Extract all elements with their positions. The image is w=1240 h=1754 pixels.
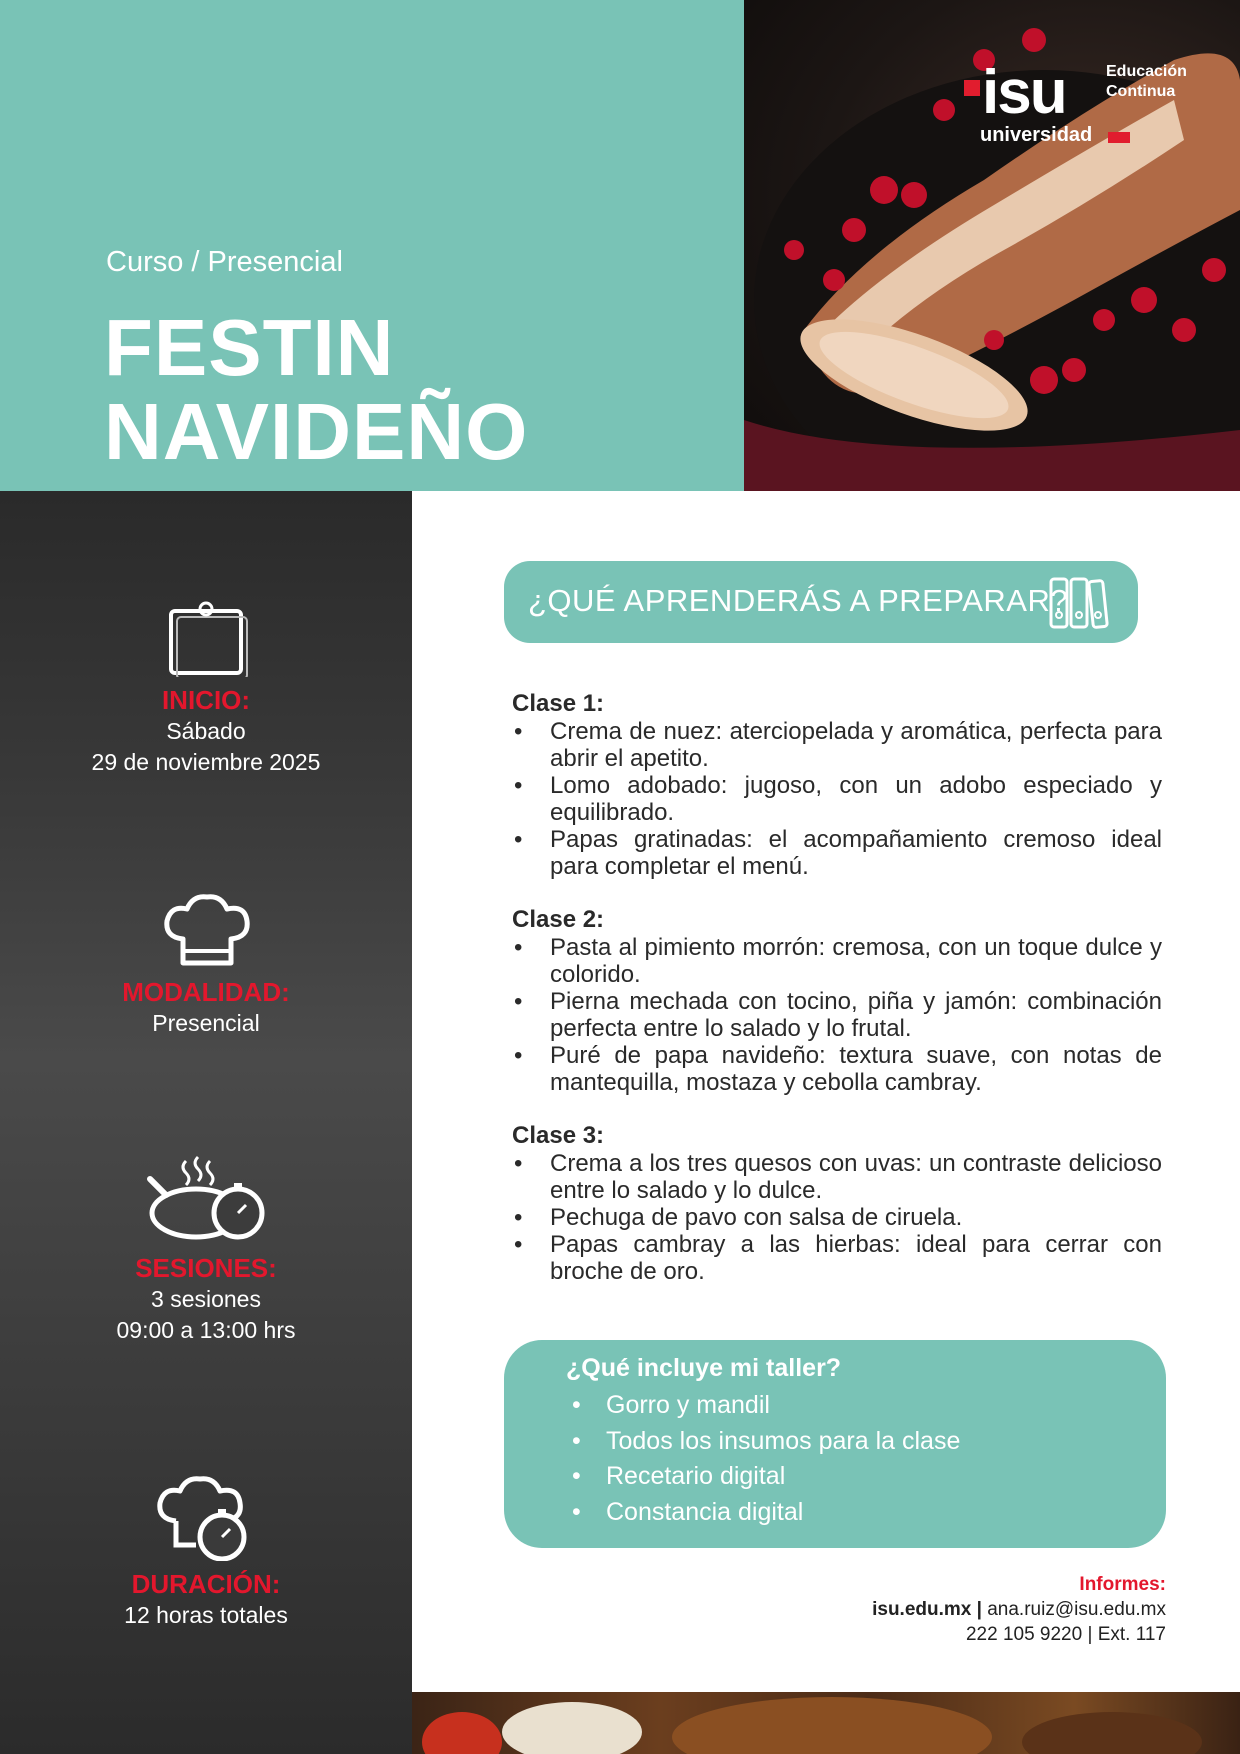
info-sessions [0, 1151, 412, 1346]
logo-accent-bar [1108, 132, 1130, 143]
list-item: • Gorro y mandil [566, 1388, 960, 1424]
class-items [512, 934, 1162, 1096]
sessions-count: 3 sesiones [151, 1286, 261, 1312]
contact-line [872, 1597, 1166, 1622]
header-banner [0, 0, 744, 491]
contact-label: Informes: [1079, 1574, 1166, 1595]
isu-logo [964, 58, 1194, 152]
logo-tagline-2: Continua [1106, 83, 1176, 100]
learn-heading: ¿QUÉ APRENDERÁS A PREPARAR? [528, 583, 1069, 618]
list-item: • Papas gratinadas: el acompañamiento cremoso ideal para completar el menú. [512, 826, 1162, 880]
includes-title: ¿Qué incluye mi taller? [566, 1354, 842, 1382]
title-line-1: FESTIN [104, 303, 395, 392]
list-item: • Pechuga de pavo con salsa de ciruela. [512, 1204, 1162, 1231]
course-type: Curso / Presencial [106, 246, 343, 278]
duration-label: DURACIÓN: [131, 1569, 281, 1599]
sessions-time: 09:00 a 13:00 hrs [116, 1317, 296, 1343]
list-item: • Papas cambray a las hierbas: ideal para cerrar con broche de oro. [512, 1231, 1162, 1285]
chef-hat-icon [161, 893, 251, 969]
food-strip-illustration [412, 1692, 1240, 1754]
class-title: Clase 3: [512, 1122, 605, 1149]
class-items [512, 1150, 1162, 1285]
class-items [512, 718, 1162, 880]
pan-timer-icon [146, 1151, 266, 1245]
contact-info [872, 1572, 1166, 1647]
page-title [104, 303, 529, 476]
class-3 [512, 1122, 1162, 1285]
class-2 [512, 906, 1162, 1096]
logo-wordmark: isu [982, 58, 1066, 127]
list-item: • Crema a los tres quesos con uvas: un contraste delicioso entre lo salado y lo dulce. [512, 1150, 1162, 1204]
mode-label: MODALIDAD: [122, 977, 290, 1007]
recipe-binders-icon [1049, 577, 1109, 629]
hat-timer-icon [156, 1475, 256, 1561]
list-item: • Todos los insumos para la clase [566, 1424, 960, 1460]
start-date: 29 de noviembre 2025 [91, 749, 321, 775]
learn-heading-pill [504, 561, 1138, 643]
includes-list [566, 1388, 960, 1530]
includes-box [504, 1340, 1166, 1548]
contact-separator: | [971, 1599, 988, 1620]
start-day: Sábado [166, 718, 246, 744]
phone-number: 222 105 9220 | Ext. 117 [965, 1624, 1166, 1645]
footer-food-photo [412, 1692, 1240, 1754]
sidebar [0, 491, 412, 1754]
info-duration [0, 1475, 412, 1631]
calendar-icon [163, 601, 249, 677]
logo-tagline [1106, 62, 1187, 102]
list-item: • Recetario digital [566, 1459, 960, 1495]
class-1 [512, 690, 1162, 880]
info-mode [0, 893, 412, 1039]
sessions-label: SESIONES: [135, 1253, 277, 1283]
list-item: • Pasta al pimiento morrón: cremosa, con un toque dulce y colorido. [512, 934, 1162, 988]
website-link[interactable]: isu.edu.mx [872, 1599, 972, 1620]
list-item: • Constancia digital [566, 1495, 960, 1531]
start-label: INICIO: [161, 685, 251, 715]
logo-tagline-1: Educación [1106, 63, 1187, 80]
logo-subtitle: universidad [980, 124, 1093, 146]
logo-accent-square [964, 80, 980, 96]
mode-value: Presencial [152, 1010, 260, 1036]
list-item: • Pierna mechada con tocino, piña y jamón: combinación perfecta entre lo salado y lo frutal. [512, 988, 1162, 1042]
title-line-2: NAVIDEÑO [104, 387, 529, 476]
class-list [512, 690, 1162, 1311]
list-item: • Puré de papa navideño: textura suave, con notas de mantequilla, mostaza y cebolla cambray. [512, 1042, 1162, 1096]
email-link[interactable]: ana.ruiz@isu.edu.mx [987, 1599, 1166, 1620]
list-item: • Lomo adobado: jugoso, con un adobo especiado y equilibrado. [512, 772, 1162, 826]
list-item: • Crema de nuez: aterciopelada y aromática, perfecta para abrir el apetito. [512, 718, 1162, 772]
class-title: Clase 1: [512, 690, 605, 717]
info-start [0, 601, 412, 778]
duration-value: 12 horas totales [124, 1602, 288, 1628]
class-title: Clase 2: [512, 906, 605, 933]
